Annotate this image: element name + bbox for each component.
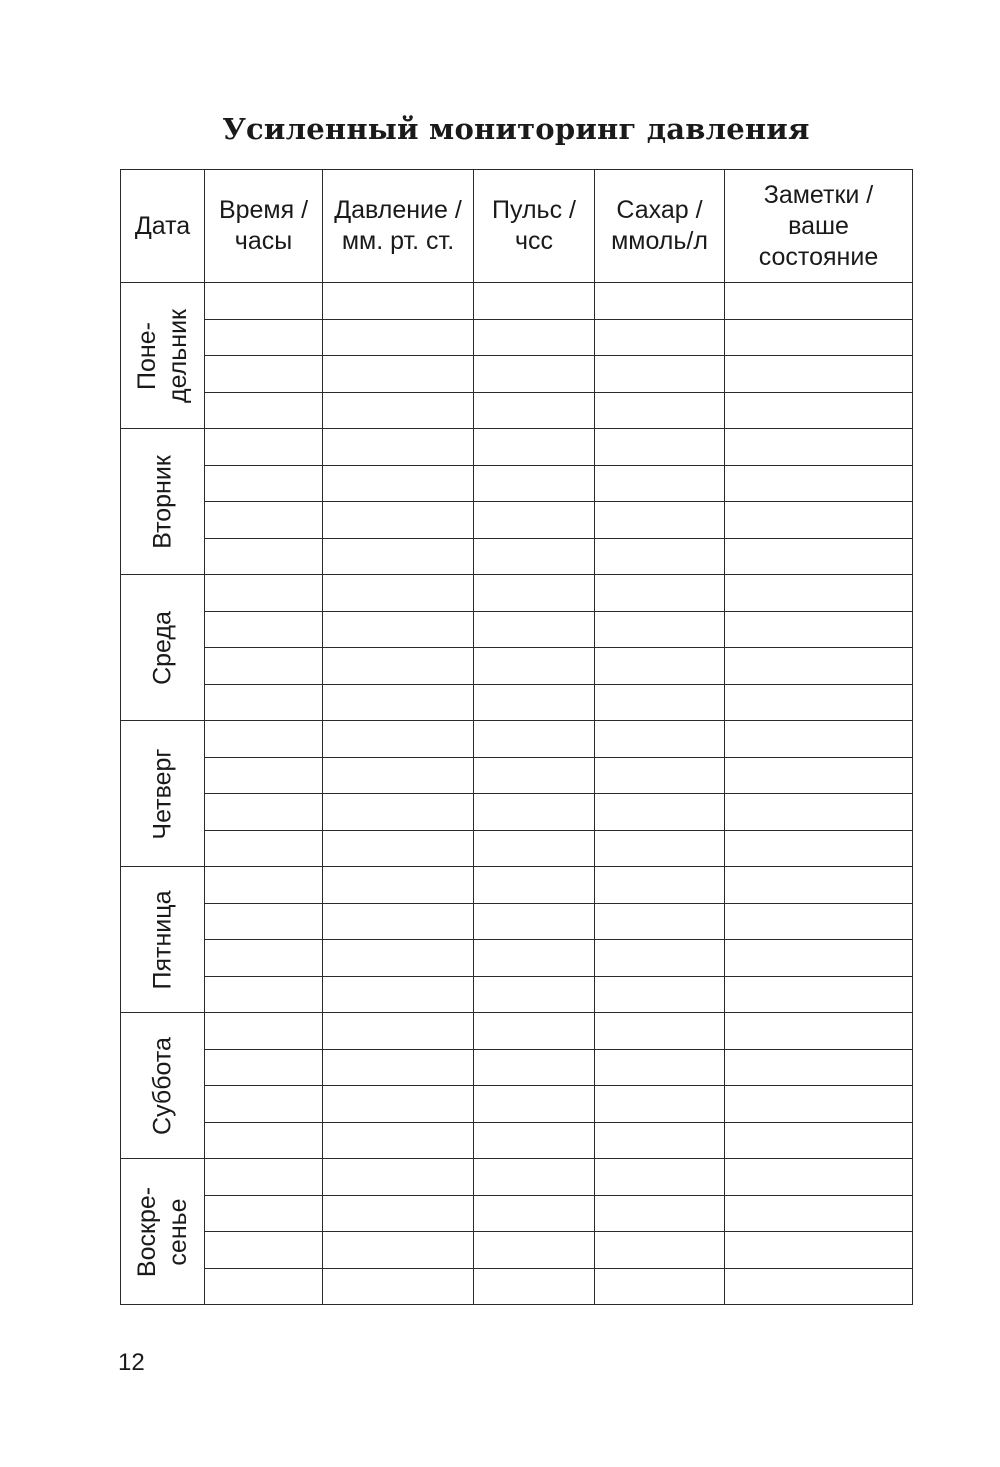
entry-cell[interactable] [205, 1232, 323, 1269]
entry-cell[interactable] [474, 1049, 595, 1086]
header-time: Время / часы [205, 170, 323, 283]
entry-cell[interactable] [205, 830, 323, 867]
entry-row [121, 1268, 913, 1305]
entry-row [121, 502, 913, 539]
day-label [147, 748, 178, 839]
entry-cell[interactable] [205, 575, 323, 612]
entry-cell[interactable] [725, 1195, 913, 1232]
entry-cell[interactable] [205, 1195, 323, 1232]
day-label [147, 1037, 178, 1135]
entry-cell[interactable] [474, 794, 595, 831]
page-number: 12 [118, 1349, 145, 1376]
entry-cell[interactable] [595, 830, 725, 867]
entry-cell[interactable] [595, 502, 725, 539]
entry-cell[interactable] [474, 976, 595, 1013]
entry-cell[interactable] [205, 465, 323, 502]
entry-cell[interactable] [323, 611, 474, 648]
entry-cell[interactable] [323, 538, 474, 575]
entry-row [121, 392, 913, 429]
day-label [147, 890, 178, 989]
entry-cell[interactable] [474, 465, 595, 502]
entry-cell[interactable] [474, 538, 595, 575]
entry-cell[interactable] [323, 1268, 474, 1305]
entry-cell[interactable] [205, 684, 323, 721]
entry-cell[interactable] [595, 538, 725, 575]
day-label-cell [121, 867, 205, 1013]
day-label-cell [121, 429, 205, 575]
entry-cell[interactable] [725, 283, 913, 320]
entry-cell[interactable] [205, 648, 323, 685]
entry-cell[interactable] [474, 1195, 595, 1232]
entry-cell[interactable] [595, 575, 725, 612]
entry-row [121, 429, 913, 466]
entry-cell[interactable] [474, 1122, 595, 1159]
entry-cell[interactable] [725, 502, 913, 539]
entry-cell[interactable] [323, 1159, 474, 1196]
entry-cell[interactable] [725, 465, 913, 502]
entry-cell[interactable] [323, 794, 474, 831]
day-label-line: Среда [148, 610, 176, 685]
entry-cell[interactable] [595, 465, 725, 502]
entry-cell[interactable] [474, 319, 595, 356]
entry-cell[interactable] [474, 1232, 595, 1269]
entry-row [121, 794, 913, 831]
day-label-cell [121, 1159, 205, 1305]
entry-cell[interactable] [595, 757, 725, 794]
entry-cell[interactable] [595, 1122, 725, 1159]
entry-cell[interactable] [323, 502, 474, 539]
entry-cell[interactable] [725, 611, 913, 648]
entry-cell[interactable] [595, 940, 725, 977]
entry-cell[interactable] [595, 611, 725, 648]
entry-cell[interactable] [595, 1159, 725, 1196]
entry-row [121, 1086, 913, 1123]
entry-cell[interactable] [725, 1086, 913, 1123]
entry-cell[interactable] [205, 538, 323, 575]
entry-cell[interactable] [595, 648, 725, 685]
entry-cell[interactable] [323, 940, 474, 977]
entry-row [121, 538, 913, 575]
header-row [121, 170, 913, 283]
entry-cell[interactable] [725, 575, 913, 612]
entry-cell[interactable] [323, 392, 474, 429]
entry-row [121, 356, 913, 393]
entry-cell[interactable] [205, 429, 323, 466]
entry-cell[interactable] [474, 392, 595, 429]
entry-cell[interactable] [595, 319, 725, 356]
day-label-cell [121, 575, 205, 721]
entry-cell[interactable] [474, 867, 595, 904]
entry-cell[interactable] [323, 1013, 474, 1050]
entry-cell[interactable] [595, 283, 725, 320]
entry-row [121, 684, 913, 721]
entry-cell[interactable] [323, 1049, 474, 1086]
page-title: Усиленный мониторинг давления [222, 112, 810, 146]
entry-cell[interactable] [474, 502, 595, 539]
entry-cell[interactable] [595, 976, 725, 1013]
entry-cell[interactable] [595, 721, 725, 758]
day-label-line: дельник [163, 308, 192, 403]
entry-cell[interactable] [595, 1086, 725, 1123]
header-pressure: Давление / мм. рт. ст. [323, 170, 474, 283]
entry-cell[interactable] [595, 794, 725, 831]
entry-cell[interactable] [474, 283, 595, 320]
entry-cell[interactable] [205, 356, 323, 393]
day-label [132, 1186, 194, 1276]
entry-cell[interactable] [725, 684, 913, 721]
entry-row [121, 1232, 913, 1269]
entry-cell[interactable] [725, 940, 913, 977]
entry-row [121, 1049, 913, 1086]
entry-cell[interactable] [725, 867, 913, 904]
entry-cell[interactable] [205, 1122, 323, 1159]
entry-cell[interactable] [595, 356, 725, 393]
day-label-cell [121, 1013, 205, 1159]
entry-cell[interactable] [323, 830, 474, 867]
entry-cell[interactable] [725, 757, 913, 794]
entry-row [121, 1122, 913, 1159]
entry-row [121, 903, 913, 940]
entry-cell[interactable] [323, 1232, 474, 1269]
day-label-line: Поне- [132, 321, 161, 390]
entry-row [121, 319, 913, 356]
entry-cell[interactable] [725, 903, 913, 940]
entry-cell[interactable] [725, 1159, 913, 1196]
entry-cell[interactable] [725, 356, 913, 393]
entry-cell[interactable] [323, 1122, 474, 1159]
entry-cell[interactable] [205, 940, 323, 977]
day-label [147, 611, 178, 685]
entry-cell[interactable] [205, 392, 323, 429]
entry-cell[interactable] [474, 429, 595, 466]
entry-cell[interactable] [725, 1122, 913, 1159]
entry-cell[interactable] [323, 648, 474, 685]
entry-cell[interactable] [323, 429, 474, 466]
entry-cell[interactable] [323, 465, 474, 502]
day-label-cell [121, 283, 205, 429]
entry-cell[interactable] [725, 429, 913, 466]
entry-cell[interactable] [323, 319, 474, 356]
entry-cell[interactable] [474, 940, 595, 977]
day-label-line: Суббота [148, 1036, 176, 1135]
entry-cell[interactable] [205, 867, 323, 904]
entry-cell[interactable] [474, 1159, 595, 1196]
entry-cell[interactable] [725, 794, 913, 831]
entry-cell[interactable] [205, 283, 323, 320]
entry-cell[interactable] [474, 1013, 595, 1050]
entry-cell[interactable] [725, 976, 913, 1013]
day-label-line: сенье [163, 1197, 192, 1266]
entry-cell[interactable] [205, 1268, 323, 1305]
entry-row [121, 976, 913, 1013]
entry-cell[interactable] [205, 319, 323, 356]
entry-row [121, 757, 913, 794]
entry-cell[interactable] [595, 1195, 725, 1232]
entry-cell[interactable] [205, 903, 323, 940]
entry-cell[interactable] [205, 611, 323, 648]
entry-cell[interactable] [595, 1268, 725, 1305]
header-sugar: Сахар / ммоль/л [595, 170, 725, 283]
header-notes: Заметки / ваше состояние [725, 170, 913, 283]
entry-cell[interactable] [474, 903, 595, 940]
entry-cell[interactable] [474, 757, 595, 794]
entry-cell[interactable] [474, 1086, 595, 1123]
entry-cell[interactable] [323, 757, 474, 794]
header-pulse: Пульс / чсс [474, 170, 595, 283]
entry-cell[interactable] [205, 1086, 323, 1123]
entry-cell[interactable] [323, 684, 474, 721]
entry-cell[interactable] [725, 1232, 913, 1269]
entry-cell[interactable] [323, 903, 474, 940]
entry-row [121, 575, 913, 612]
entry-row [121, 283, 913, 320]
day-label-line: Вторник [148, 454, 176, 549]
entry-row [121, 465, 913, 502]
entry-cell[interactable] [474, 1268, 595, 1305]
entry-cell[interactable] [474, 830, 595, 867]
entry-cell[interactable] [725, 648, 913, 685]
entry-cell[interactable] [595, 903, 725, 940]
entry-cell[interactable] [205, 721, 323, 758]
entry-row [121, 721, 913, 758]
entry-cell[interactable] [205, 1013, 323, 1050]
day-label-line: Пятница [148, 890, 176, 989]
entry-cell[interactable] [474, 721, 595, 758]
day-label-cell [121, 721, 205, 867]
entry-row [121, 1013, 913, 1050]
entry-cell[interactable] [595, 684, 725, 721]
entry-cell[interactable] [725, 721, 913, 758]
entry-cell[interactable] [474, 648, 595, 685]
day-label [147, 455, 178, 549]
entry-cell[interactable] [725, 538, 913, 575]
entry-cell[interactable] [725, 1013, 913, 1050]
entry-cell[interactable] [725, 830, 913, 867]
monitoring-table [120, 169, 913, 1305]
entry-cell[interactable] [474, 684, 595, 721]
entry-cell[interactable] [323, 867, 474, 904]
entry-cell[interactable] [205, 757, 323, 794]
entry-cell[interactable] [595, 1049, 725, 1086]
entry-cell[interactable] [205, 794, 323, 831]
entry-row [121, 830, 913, 867]
entry-cell[interactable] [323, 721, 474, 758]
entry-row [121, 867, 913, 904]
entry-row [121, 648, 913, 685]
entry-cell[interactable] [323, 283, 474, 320]
entry-cell[interactable] [205, 502, 323, 539]
entry-cell[interactable] [323, 1086, 474, 1123]
entry-cell[interactable] [323, 575, 474, 612]
entry-cell[interactable] [725, 392, 913, 429]
entry-cell[interactable] [595, 1013, 725, 1050]
entry-cell[interactable] [595, 1232, 725, 1269]
entry-cell[interactable] [474, 575, 595, 612]
entry-cell[interactable] [205, 1049, 323, 1086]
entry-row [121, 1195, 913, 1232]
entry-cell[interactable] [323, 356, 474, 393]
entry-cell[interactable] [595, 867, 725, 904]
day-label-line: Воскре- [132, 1186, 161, 1277]
entry-cell[interactable] [205, 1159, 323, 1196]
entry-row [121, 611, 913, 648]
entry-cell[interactable] [725, 1049, 913, 1086]
day-label [132, 309, 194, 403]
entry-cell[interactable] [595, 392, 725, 429]
entry-cell[interactable] [474, 356, 595, 393]
header-date: Дата [121, 170, 205, 283]
entry-cell[interactable] [323, 976, 474, 1013]
entry-cell[interactable] [323, 1195, 474, 1232]
entry-cell[interactable] [205, 976, 323, 1013]
entry-cell[interactable] [725, 319, 913, 356]
entry-cell[interactable] [725, 1268, 913, 1305]
entry-cell[interactable] [595, 429, 725, 466]
day-label-line: Четверг [148, 747, 176, 840]
entry-cell[interactable] [474, 611, 595, 648]
entry-row [121, 1159, 913, 1196]
entry-row [121, 940, 913, 977]
